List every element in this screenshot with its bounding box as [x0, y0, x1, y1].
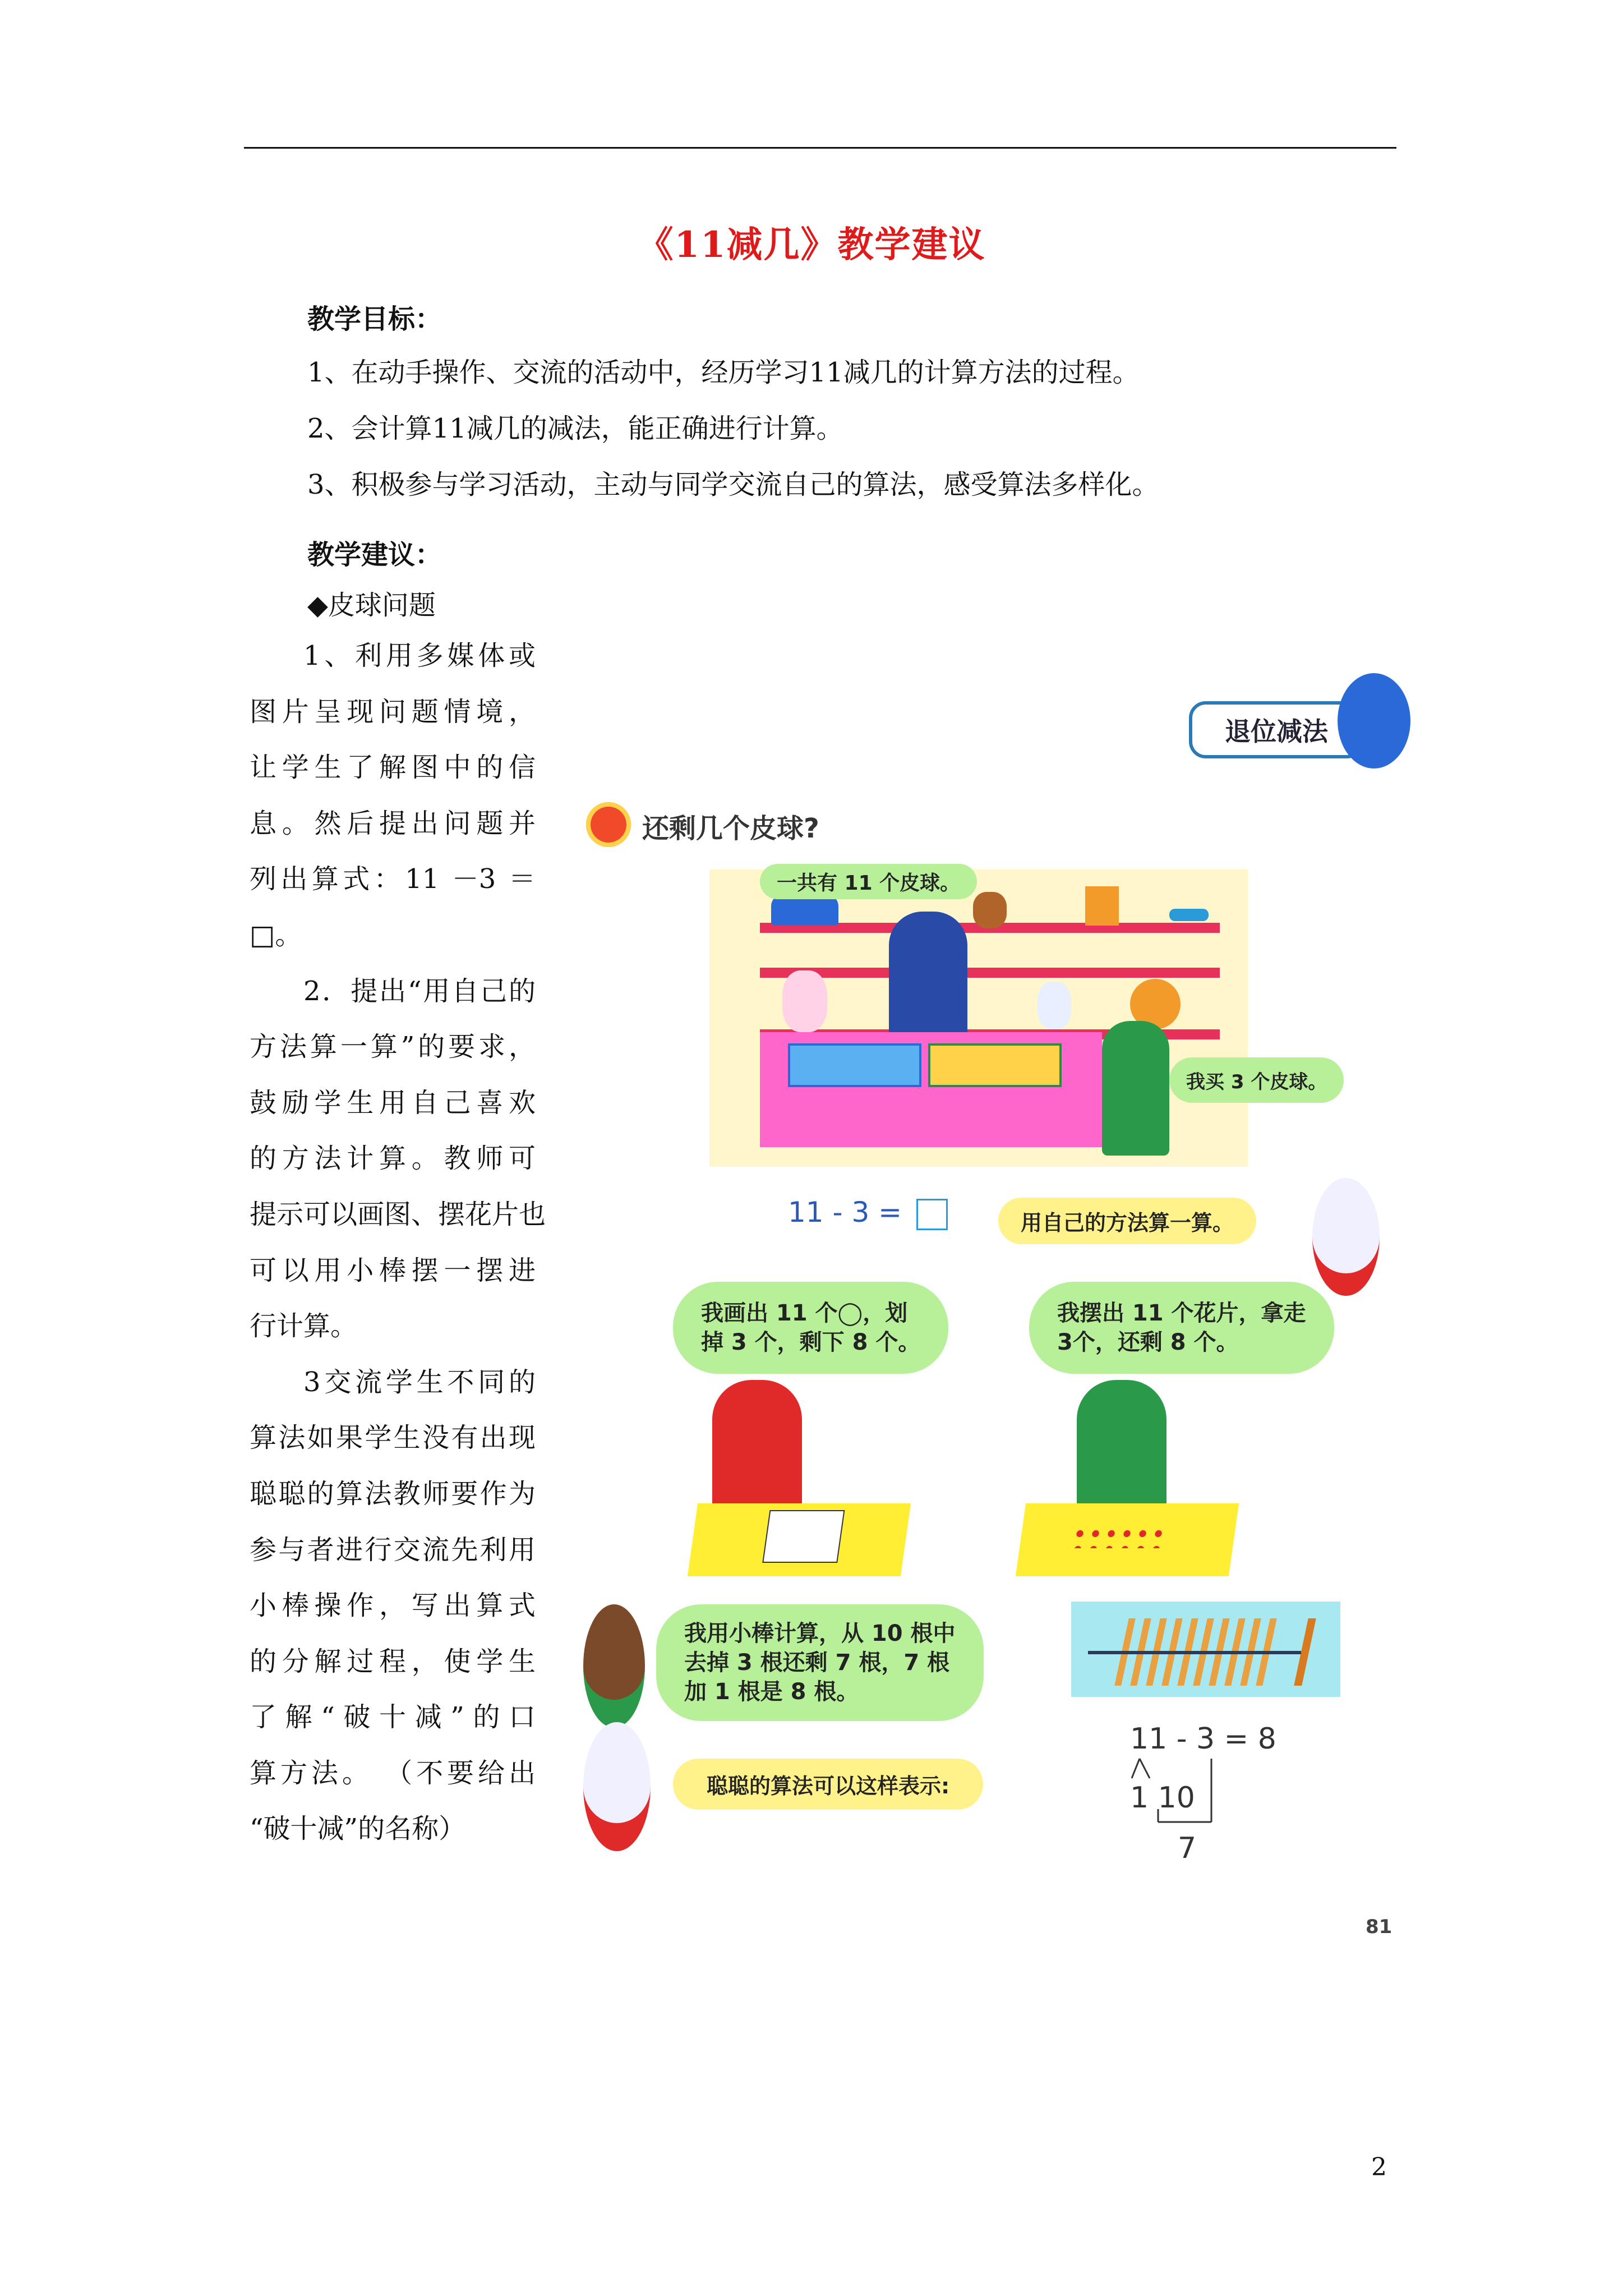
bubble-sticks — [656, 1604, 984, 1721]
girl-figure — [712, 1380, 802, 1520]
col-line: 提示可以画图、摆花片也 — [250, 1198, 546, 1230]
shop-scene — [709, 869, 1327, 1167]
left-column-text — [250, 628, 546, 1857]
shelf — [760, 968, 1220, 978]
boy-figure — [1102, 1021, 1169, 1156]
textbook-illustration — [583, 656, 1413, 1938]
equation-blank — [788, 1196, 948, 1230]
bubble-total: 一共有 11 个皮球。 — [760, 864, 977, 899]
col-line: 聪聪的算法教师要作为 — [250, 1478, 536, 1510]
decomp-parts: 1 10 — [1130, 1781, 1195, 1815]
toy-bear-icon — [973, 892, 1007, 928]
col-line: 方法算一算”的要求， — [250, 1031, 536, 1063]
bubble-line: 我画出 11 个◯，划 — [701, 1300, 908, 1326]
toy-car-icon — [771, 895, 838, 926]
rabbit-teacher-figure-2 — [583, 1722, 651, 1851]
bubble-line: 去掉 3 根还剩 7 根，7 根 — [684, 1650, 950, 1676]
page-number: 2 — [1371, 2153, 1387, 2182]
col-line: 可以用小棒摆一摆进 — [250, 1254, 536, 1286]
col-line: 3交流学生不同的 — [303, 1366, 536, 1398]
tie-line — [1088, 1651, 1301, 1654]
col-line: 小棒操作，写出算式 — [250, 1590, 536, 1622]
book-page-number: 81 — [1366, 1916, 1393, 1938]
bubble-line: 我摆出 11 个花片，拿走 — [1057, 1300, 1306, 1326]
toy-plane-icon — [1169, 909, 1209, 921]
bubble-line: 3个，还剩 8 个。 — [1057, 1329, 1239, 1355]
ball-tray-blue — [788, 1043, 921, 1087]
objective-1: 1、在动手操作、交流的活动中，经历学习11减几的计算方法的过程。 — [307, 357, 1140, 388]
col-line: 1、利用多媒体或 — [303, 640, 536, 671]
bubble-buy: 我买 3 个皮球。 — [1169, 1057, 1344, 1103]
header-rule — [244, 147, 1396, 149]
page-title: 《11减几》教学建议 — [637, 224, 986, 266]
toy-doll-icon — [782, 970, 827, 1032]
col-line: 行计算。 — [250, 1310, 358, 1342]
col-line: 列出算式：11 －3 ＝ — [250, 863, 536, 895]
bubble-place-chips — [1029, 1282, 1334, 1374]
col-line: 2．提出“用自己的 — [303, 975, 536, 1007]
ball-tray-yellow — [928, 1043, 1062, 1087]
boy-head-figure — [583, 1604, 645, 1728]
bubble-line: 加 1 根是 8 根。 — [684, 1679, 859, 1705]
objectives-heading: 教学目标： — [307, 303, 442, 335]
toy-rabbit-icon — [1038, 982, 1071, 1029]
bullet-ball-problem: ◆皮球问题 — [307, 590, 436, 621]
col-line: 了解“破十减”的口 — [250, 1701, 536, 1733]
col-line: 图片呈现问题情境， — [250, 696, 536, 728]
toy-house-icon — [1085, 886, 1119, 926]
col-line: 参与者进行交流先利用 — [250, 1534, 536, 1566]
red-chips — [1070, 1526, 1169, 1548]
col-line: 算方法。 （不要给出 — [250, 1757, 536, 1789]
rabbit-teacher-figure — [1312, 1178, 1380, 1296]
objective-2: 2、会计算11减几的减法，能正确进行计算。 — [307, 413, 843, 444]
bubble-draw-circles — [673, 1282, 948, 1374]
col-line: 让学生了解图中的信 — [250, 752, 536, 784]
bubble-own-method: 用自己的方法算一算。 — [998, 1198, 1256, 1244]
mascot-icon — [1338, 673, 1410, 769]
question-text: 还剩几个皮球? — [642, 813, 819, 844]
col-line: 算法如果学生没有出现 — [250, 1422, 536, 1454]
col-line: 的分解过程，使学生 — [250, 1645, 536, 1677]
bubble-congcong: 聪聪的算法可以这样表示: — [673, 1759, 983, 1810]
table-circles — [688, 1503, 911, 1576]
col-line: □。 — [250, 919, 302, 951]
boy-figure-2 — [1077, 1380, 1166, 1520]
bubble-line: 掉 3 个，剩下 8 个。 — [701, 1329, 921, 1355]
equation-text: 11 - 3 = — [788, 1196, 902, 1228]
table-chips — [1016, 1503, 1239, 1576]
suggestions-heading: 教学建议： — [307, 539, 442, 570]
answer-box — [916, 1199, 948, 1230]
sticks-panel — [1071, 1602, 1340, 1697]
circle-sheet — [762, 1510, 845, 1563]
col-line: 的方法计算。教师可 — [250, 1143, 536, 1175]
bubble-line: 我用小棒计算，从 10 根中 — [684, 1621, 956, 1646]
decomp-result: 7 — [1178, 1832, 1197, 1865]
badge-label: 退位减法 — [1225, 716, 1328, 747]
col-line: 息。然后提出问题并 — [250, 807, 536, 839]
col-line: 鼓励学生用自己喜欢 — [250, 1087, 536, 1119]
col-line: “破十减”的名称） — [250, 1813, 466, 1845]
medal-icon — [586, 802, 631, 847]
decomp-equation: 11 - 3 = 8 — [1130, 1722, 1276, 1756]
objective-3: 3、积极参与学习活动，主动与同学交流自己的算法，感受算法多样化。 — [307, 469, 1159, 500]
